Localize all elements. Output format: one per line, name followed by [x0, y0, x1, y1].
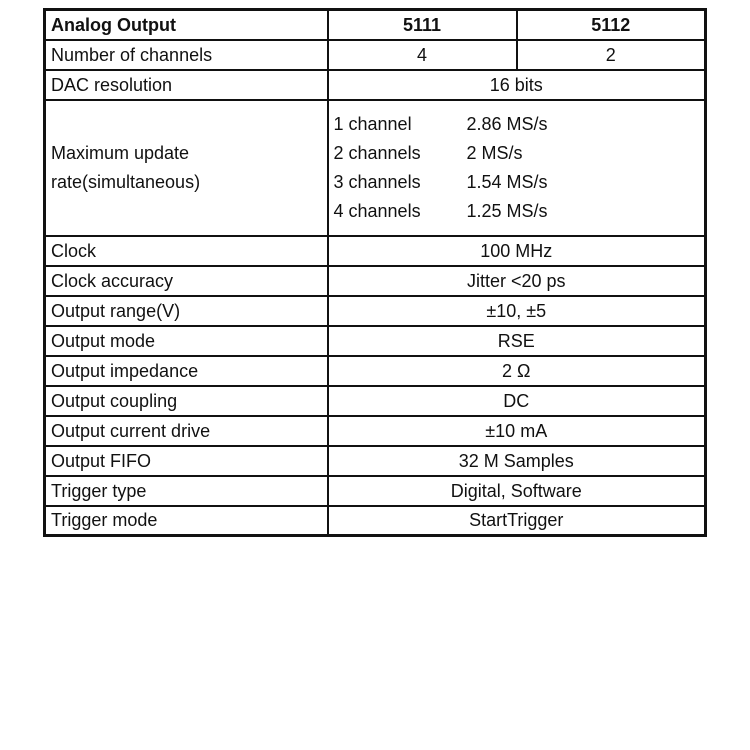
channels-5111: 4	[328, 40, 517, 70]
channels-5112: 2	[517, 40, 706, 70]
table-row	[45, 476, 706, 506]
row-label: Clock	[45, 236, 328, 266]
row-value: 100 MHz	[328, 236, 706, 266]
rate-channels: 2 channels	[333, 143, 421, 163]
row-value: ±10 mA	[328, 416, 706, 446]
row-label: Output range(V)	[45, 296, 328, 326]
table-row-update-rate	[45, 100, 706, 236]
row-label: Clock accuracy	[45, 266, 328, 296]
row-label: Output current drive	[45, 416, 328, 446]
row-label: Trigger type	[45, 476, 328, 506]
row-value: 2 Ω	[328, 356, 706, 386]
row-value: 32 M Samples	[328, 446, 706, 476]
row-value: RSE	[328, 326, 706, 356]
update-rate-list	[328, 100, 706, 236]
row-value: DC	[328, 386, 706, 416]
update-rate-label-line2: rate(simultaneous)	[51, 171, 201, 192]
rate-line	[334, 110, 700, 139]
row-label: Output coupling	[45, 386, 328, 416]
spec-table	[43, 8, 707, 537]
table-row	[45, 326, 706, 356]
row-label: Output mode	[45, 326, 328, 356]
rate-value: 2.86 MS/s	[466, 114, 548, 134]
header-model-5111: 5111	[328, 10, 517, 40]
row-value: ±10, ±5	[328, 296, 706, 326]
rate-value: 2 MS/s	[466, 143, 523, 163]
table-row	[45, 296, 706, 326]
row-value: 16 bits	[328, 70, 706, 100]
row-label: DAC resolution	[45, 70, 328, 100]
row-label: Output FIFO	[45, 446, 328, 476]
row-label: Number of channels	[45, 40, 328, 70]
table-header-row	[45, 10, 706, 40]
table-row	[45, 236, 706, 266]
row-label: Output impedance	[45, 356, 328, 386]
row-label	[45, 100, 328, 236]
table-row	[45, 416, 706, 446]
table-row-dac	[45, 70, 706, 100]
rate-value: 1.25 MS/s	[466, 201, 548, 221]
table-row	[45, 266, 706, 296]
rate-line	[334, 197, 700, 226]
rate-line	[334, 168, 700, 197]
rate-channels: 4 channels	[333, 201, 421, 221]
table-row	[45, 386, 706, 416]
table-row	[45, 506, 706, 536]
row-label: Trigger mode	[45, 506, 328, 536]
header-model-5112: 5112	[517, 10, 706, 40]
table-row	[45, 356, 706, 386]
update-rate-label-line1: Maximum update	[51, 142, 190, 163]
row-value: Jitter <20 ps	[328, 266, 706, 296]
row-value: Digital, Software	[328, 476, 706, 506]
rate-line	[334, 139, 700, 168]
rate-channels: 3 channels	[333, 172, 421, 192]
table-row	[45, 446, 706, 476]
rate-channels: 1 channel	[333, 114, 412, 134]
rate-value: 1.54 MS/s	[466, 172, 548, 192]
header-label: Analog Output	[45, 10, 328, 40]
table-row-channels	[45, 40, 706, 70]
row-value: StartTrigger	[328, 506, 706, 536]
